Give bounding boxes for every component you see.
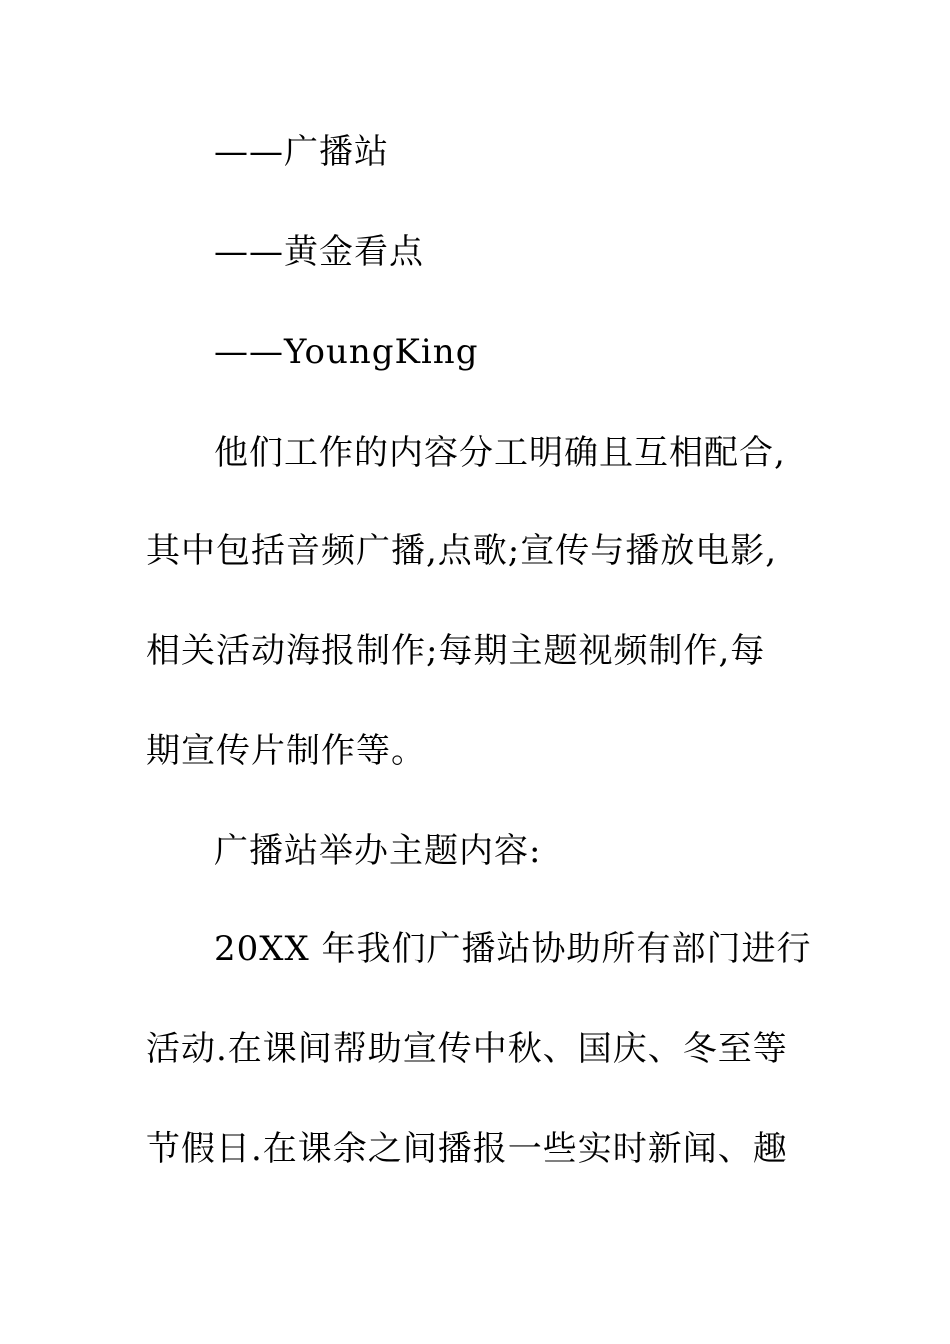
paragraph-line: 其中包括音频广播,点歌;宣传与播放电影,	[146, 531, 778, 571]
list-item-youngking: ——YoungKing	[214, 332, 479, 372]
paragraph-line: 他们工作的内容分工明确且互相配合,	[214, 433, 786, 473]
paragraph-line: 活动.在课间帮助宣传中秋、国庆、冬至等	[146, 1029, 788, 1069]
section-heading: 广播站举办主题内容:	[214, 831, 542, 871]
paragraph-line: 20XX 年我们广播站协助所有部门进行	[214, 929, 812, 969]
paragraph-line: 期宣传片制作等。	[146, 731, 426, 771]
list-item-broadcast-station: ——广播站	[214, 132, 389, 172]
list-item-golden-highlights: ——黄金看点	[214, 232, 424, 272]
paragraph-line: 相关活动海报制作;每期主题视频制作,每	[146, 631, 766, 671]
paragraph-line: 节假日.在课余之间播报一些实时新闻、趣	[146, 1129, 788, 1169]
